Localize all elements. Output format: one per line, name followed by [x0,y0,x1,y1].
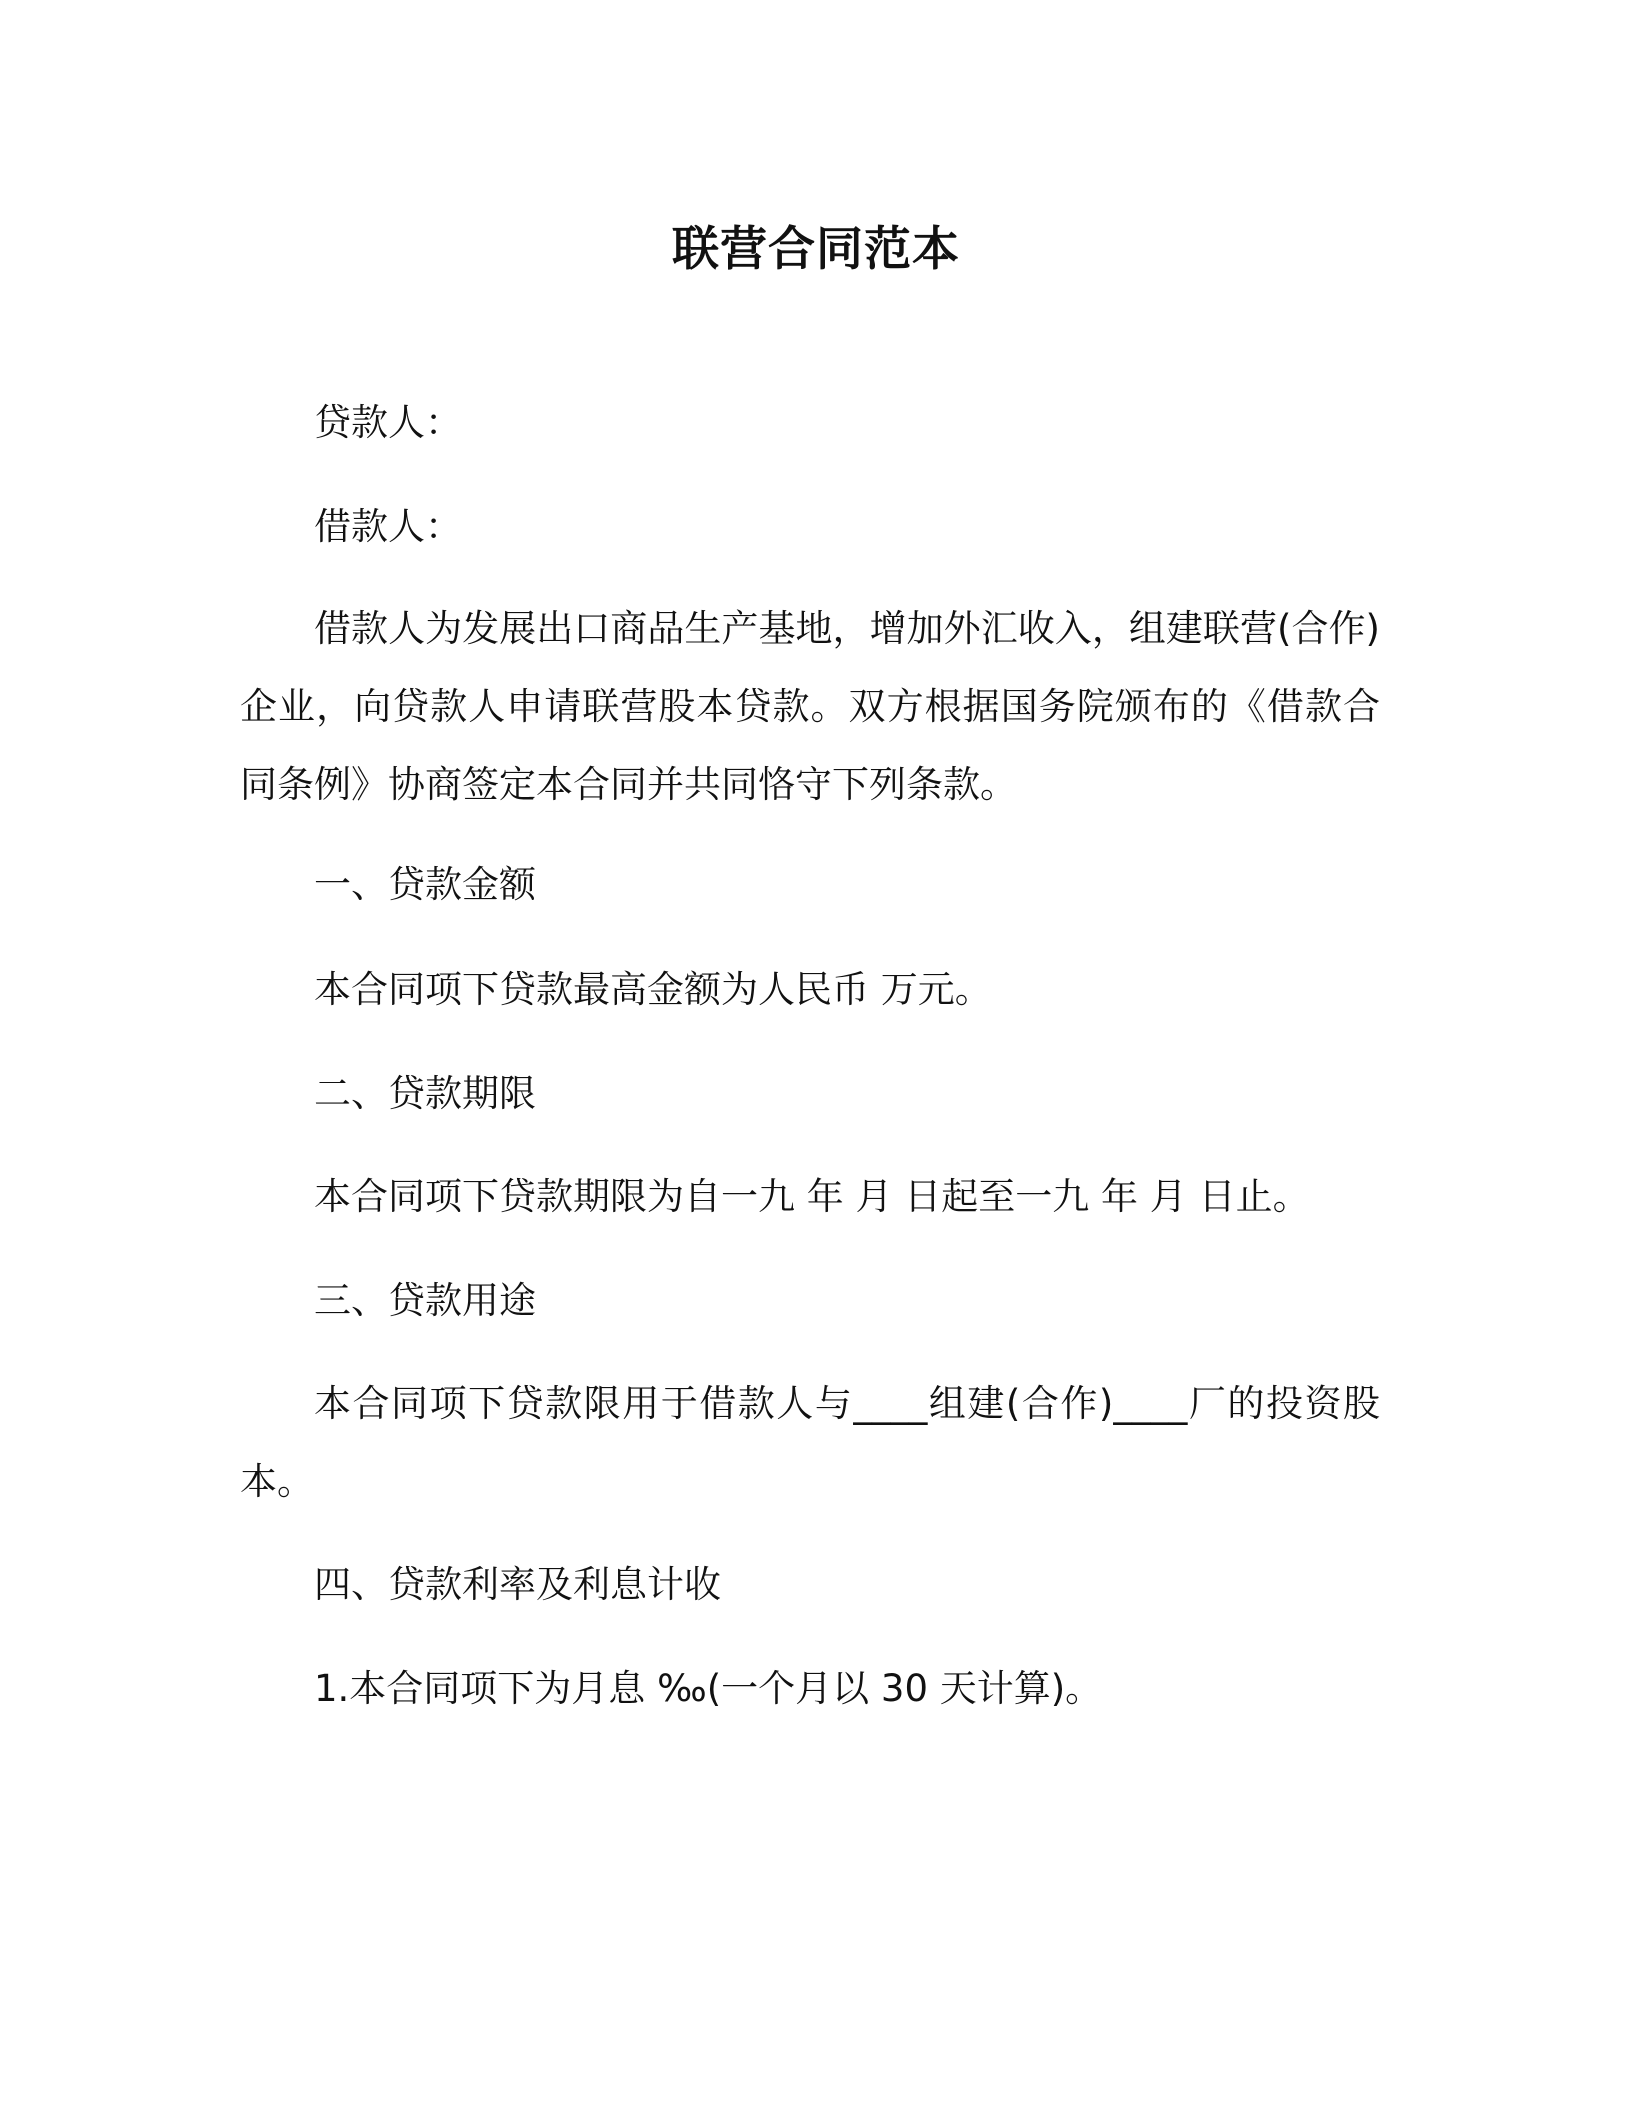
section-body-interest: 1.本合同项下为月息 ‰(一个月以 30 天计算)。 [314,1667,1103,1710]
document-title: 联营合同范本 [672,222,960,277]
lender-label: 贷款人： [314,401,462,444]
section-heading-purpose: 三、贷款用途 [314,1279,536,1322]
section-body-purpose: 本合同项下贷款限用于借款人与____组建(合作)____厂的投资股本。 [240,1382,1380,1503]
intro-paragraph: 借款人为发展出口商品生产基地，增加外汇收入，组建联营(合作)企业，向贷款人申请联营股本贷款。双方根据国务院颁布的《借款合同条例》协商签定本合同并共同恪守下列条款。 [240,607,1380,806]
section-heading-term: 二、贷款期限 [314,1072,536,1115]
section-body-amount: 本合同项下贷款最高金额为人民币 万元。 [314,968,992,1011]
section-heading-interest: 四、贷款利率及利息计收 [314,1563,721,1606]
borrower-label: 借款人： [314,505,462,548]
section-body-term: 本合同项下贷款期限为自一九 年 月 日起至一九 年 月 日止。 [314,1175,1310,1218]
section-heading-amount: 一、贷款金额 [314,863,536,906]
